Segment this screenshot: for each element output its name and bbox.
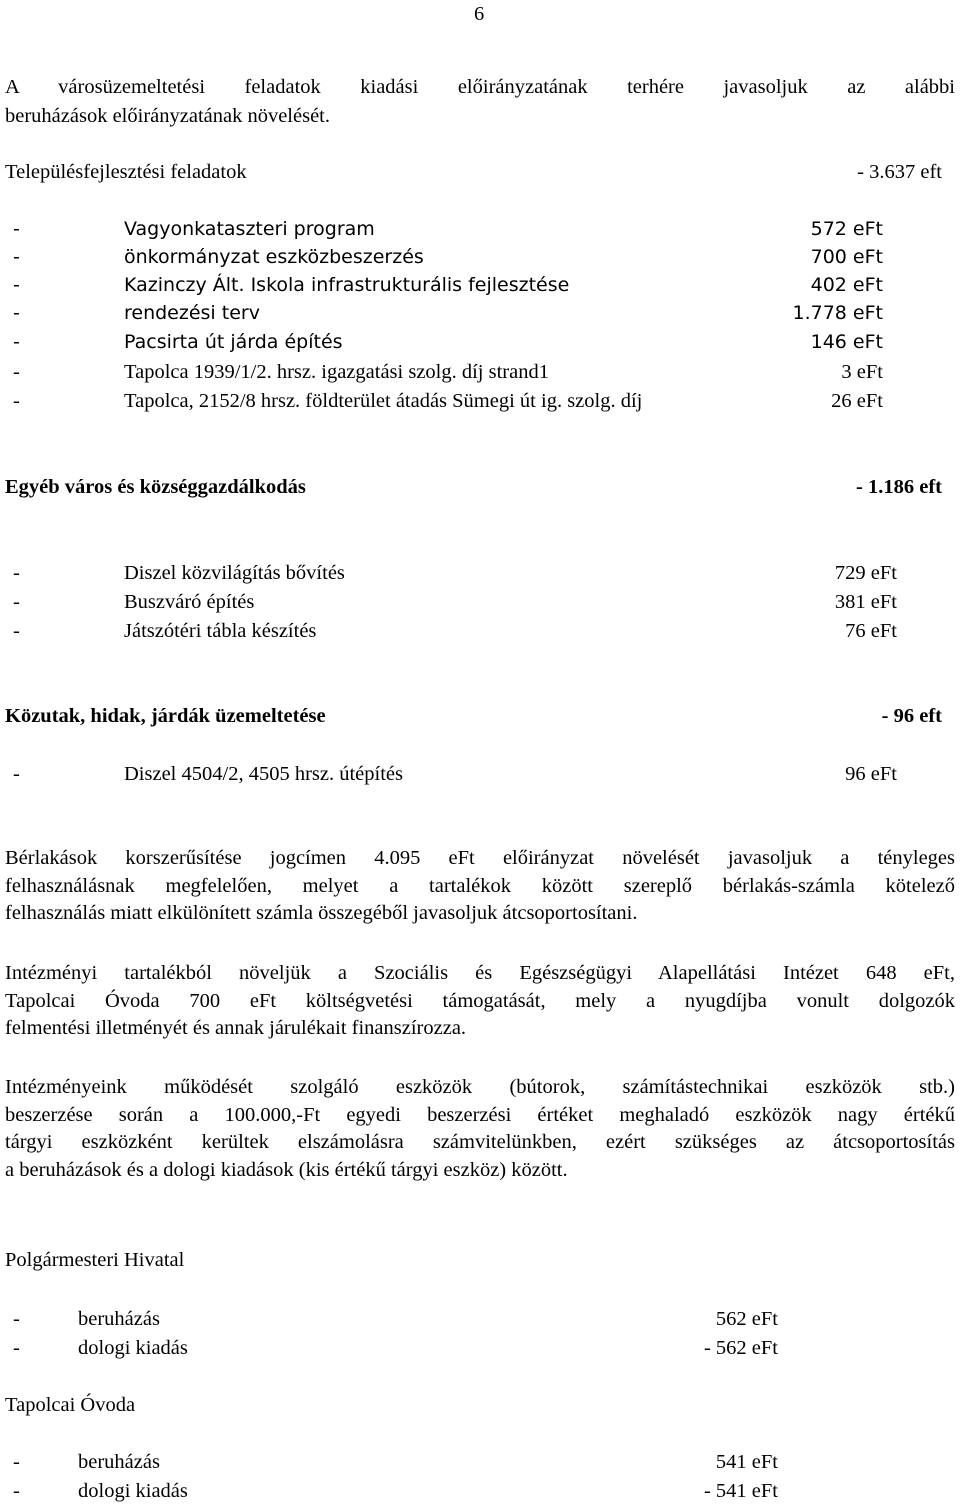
list-item-dash: - — [13, 1451, 20, 1473]
list-item-label: Pacsirta út járda építés — [124, 331, 343, 353]
list-item-value: 572 eFt — [810, 218, 883, 240]
list-item-dash: - — [13, 331, 20, 353]
list-item-value: - 541 eFt — [703, 1480, 778, 1502]
intro-line-2: beruházások előirányzatának növelését. — [5, 104, 330, 127]
paragraph-line: Intézményi tartalékból növeljük a Szociális és Egészségügyi Alapellátási Intézet 648 eFt, — [5, 962, 955, 984]
list-item-value: 146 eFt — [810, 331, 883, 353]
list-item-value: 700 eFt — [810, 246, 883, 268]
paragraph-berlakasok — [5, 845, 955, 928]
list-item-value: 3 eFt — [841, 361, 883, 383]
section-title-polgarmesteri: Polgármesteri Hivatal — [5, 1249, 185, 1271]
list-item-dash: - — [13, 620, 20, 642]
list-item-label: beruházás — [78, 1451, 160, 1473]
list-item-value: 729 eFt — [834, 562, 897, 584]
paragraph-line: Intézményeink működését szolgáló eszközök (bútorok, számítástechnikai eszközök stb.) — [5, 1076, 955, 1098]
intro-paragraph — [5, 77, 955, 126]
list-item-label: Buszváró építés — [124, 591, 255, 613]
list-item-dash: - — [13, 390, 20, 412]
list-item-label: Diszel közvilágítás bővítés — [124, 562, 345, 584]
list-item-dash: - — [13, 562, 20, 584]
section-total-egyeb: - 1.186 eft — [856, 476, 942, 498]
paragraph-line: Tapolcai Óvoda 700 eFt költségvetési támogatását, mely a nyugdíjba vonult dolgozók — [5, 989, 955, 1012]
list-item-dash: - — [13, 218, 20, 240]
paragraph-line: Bérlakások korszerűsítése jogcímen 4.095 eFt előirányzat növelését javasoljuk a tényleges — [5, 847, 955, 869]
paragraph-line: felmentési illetményét és annak járulékait finanszírozza. — [5, 1017, 467, 1039]
list-item-label: rendezési terv — [124, 302, 260, 324]
list-item-dash: - — [13, 591, 20, 613]
list-item-label: Vagyonkataszteri program — [124, 218, 375, 240]
list-item-label: dologi kiadás — [78, 1480, 188, 1502]
section-total-telepules: - 3.637 eft — [857, 161, 942, 183]
paragraph-line: felhasználásnak megfelelően, melyet a tartalékok között szereplő bérlakás-számla kötelező — [5, 874, 955, 897]
list-item-dash: - — [13, 1480, 20, 1502]
list-item-value: 1.778 eFt — [792, 302, 883, 324]
page-number: 6 — [474, 3, 485, 25]
list-item-label: Kazinczy Ált. Iskola infrastrukturális fejlesztése — [124, 274, 570, 296]
list-item-dash: - — [13, 763, 20, 785]
list-item-label: Tapolca 1939/1/2. hrsz. igazgatási szolg. díj strand1 — [124, 361, 549, 383]
list-item-dash: - — [13, 302, 20, 324]
list-item-label: Diszel 4504/2, 4505 hrsz. útépítés — [124, 763, 403, 785]
list-item-dash: - — [13, 246, 20, 268]
paragraph-line: felhasználás miatt elkülönített számla összegéből javasoljuk átcsoportosítani. — [5, 902, 638, 924]
list-item-dash: - — [13, 1308, 20, 1330]
list-item-value: 541 eFt — [715, 1451, 778, 1473]
list-item-value: 26 eFt — [831, 390, 883, 412]
list-item-value: 96 eFt — [845, 763, 897, 785]
section-title-ovoda: Tapolcai Óvoda — [5, 1394, 136, 1416]
list-item-label: Tapolca, 2152/8 hrsz. földterület átadás Sümegi út ig. szolg. díj — [124, 390, 643, 412]
list-item-value: 381 eFt — [834, 591, 897, 613]
intro-line-1: A városüzemeltetési feladatok kiadási előirányzatának terhére javasoljuk az alábbi — [5, 76, 955, 98]
list-item-dash: - — [13, 361, 20, 383]
list-item-label: dologi kiadás — [78, 1337, 188, 1359]
list-item-value: - 562 eFt — [703, 1337, 778, 1359]
list-item-dash: - — [13, 1337, 20, 1359]
section-title-telepules: Településfejlesztési feladatok — [5, 161, 247, 183]
list-item-value: 76 eFt — [845, 620, 897, 642]
paragraph-eszkozok — [5, 1074, 955, 1184]
list-item-label: beruházás — [78, 1308, 160, 1330]
section-title-egyeb: Egyéb város és községgazdálkodás — [5, 476, 306, 498]
list-item-label: Játszótéri tábla készítés — [124, 620, 317, 642]
list-item-dash: - — [13, 274, 20, 296]
paragraph-line: beszerzése során a 100.000,-Ft egyedi beszerzési értéket meghaladó eszközök nagy értékű — [5, 1103, 955, 1126]
section-title-kozutak: Közutak, hidak, járdák üzemeltetése — [5, 705, 326, 727]
paragraph-tartalek — [5, 960, 955, 1043]
list-item-value: 402 eFt — [810, 274, 883, 296]
paragraph-line: tárgyi eszközként kerültek elszámolásra számvitelünkben, ezért szükséges az átcsoportosítás — [5, 1131, 955, 1153]
section-total-kozutak: - 96 eft — [881, 705, 942, 727]
list-item-label: önkormányzat eszközbeszerzés — [124, 246, 424, 268]
list-item-value: 562 eFt — [715, 1308, 778, 1330]
paragraph-line: a beruházások és a dologi kiadások (kis értékű tárgyi eszköz) között. — [5, 1158, 568, 1181]
